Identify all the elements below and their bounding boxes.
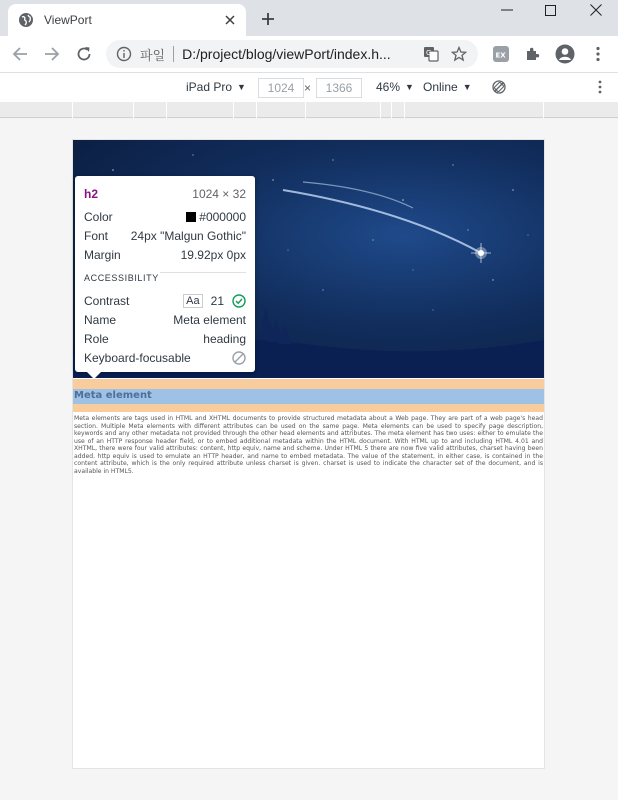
zoom-select[interactable] <box>376 80 414 94</box>
device-name: iPad Pro <box>186 80 233 94</box>
tooltip-contrast-label: Contrast <box>84 293 130 308</box>
url-text[interactable]: D:/project/blog/viewPort/index.h... <box>182 46 391 62</box>
page-paragraph: Meta elements are tags used in HTML and XHTML documents to provide structured metadata about a Web page. They are part of a web page's head section. Multiple Meta elements with different attributes can be used on the same page. Meta elements can be used to specify page description, keywords and any other metadata not provided through the other head elements and attributes. The meta element has two uses: either to emulate the use of an HTTP response header field, or to embed additional metadata within the HTML document. With HTML up to and including HTML 4.01 and XHTML, there were four valid attributes: content, http equiv, name and scheme. Under HTML 5 there are now five valid attributes, charset having been added. http equiv is used to emulate an HTTP header, and name to embed metadata. The value of the statement, in either case, is contained in the content attribute, which is the only required attribute unless charset is given. charset is used to indicate the character set of the document, and is available in HTML5. <box>74 415 543 475</box>
profile-avatar-icon[interactable] <box>555 44 575 64</box>
tooltip-keyboard-label: Keyboard-focusable <box>84 350 191 365</box>
inspector-tooltip <box>75 176 255 372</box>
address-bar[interactable] <box>106 40 478 68</box>
tooltip-name-label: Name <box>84 312 117 327</box>
zoom-value: 46% <box>376 80 401 94</box>
tooltip-name-value: Meta element <box>173 312 246 327</box>
tooltip-color-label: Color <box>84 209 113 224</box>
caret-down-icon: ▼ <box>237 82 246 92</box>
tooltip-font-label: Font <box>84 228 109 243</box>
tooltip-margin-value: 19.92px 0px <box>180 247 246 262</box>
tooltip-font-value: 24px "Malgun Gothic" <box>130 228 246 243</box>
check-circle-icon <box>232 294 246 308</box>
page-heading-h2[interactable] <box>73 389 544 404</box>
contrast-aa-sample: Aa <box>183 294 202 308</box>
width-input[interactable]: 1024 <box>258 78 304 98</box>
scheme-label: 파일 <box>140 48 166 64</box>
media-query-segment[interactable] <box>72 102 134 118</box>
close-tab-icon[interactable] <box>222 12 238 28</box>
caret-down-icon: ▼ <box>462 82 472 92</box>
globe-icon <box>18 12 34 28</box>
menu-kebab-icon[interactable] <box>588 44 608 64</box>
tab-title: ViewPort <box>44 13 92 27</box>
media-query-segment[interactable] <box>380 102 392 118</box>
media-query-segment[interactable] <box>166 102 234 118</box>
throttle-select[interactable] <box>423 80 472 94</box>
minimize-icon[interactable] <box>485 0 529 20</box>
new-tab-icon[interactable] <box>257 8 279 30</box>
browser-toolbar <box>0 36 618 72</box>
info-icon[interactable] <box>116 46 132 62</box>
not-focusable-icon <box>232 351 246 365</box>
forward-icon[interactable] <box>40 42 64 66</box>
device-select[interactable] <box>186 80 246 94</box>
tooltip-color-value: #000000 <box>199 209 246 224</box>
puzzle-icon[interactable] <box>523 44 543 64</box>
tooltip-divider <box>160 272 246 273</box>
rotate-icon[interactable] <box>491 79 507 95</box>
svg-text:EX: EX <box>495 51 506 60</box>
browser-tab[interactable] <box>8 4 246 36</box>
tooltip-accessibility-heading: ACCESSIBILITY <box>84 273 159 283</box>
device-toolbar <box>0 72 618 102</box>
page-heading-text: Meta element <box>74 390 152 401</box>
tooltip-role-label: Role <box>84 331 109 346</box>
dimension-separator: × <box>304 81 312 95</box>
margin-overlay-bottom <box>73 404 544 412</box>
tooltip-size: 1024 × 32 <box>192 186 246 201</box>
tooltip-arrow <box>87 372 101 379</box>
caret-down-icon: ▼ <box>405 82 414 92</box>
scheme-separator <box>173 46 174 62</box>
color-swatch <box>186 212 196 222</box>
media-query-bar[interactable] <box>0 102 618 118</box>
tooltip-margin-label: Margin <box>84 247 121 262</box>
svg-text:G: G <box>426 49 432 57</box>
height-input[interactable]: 1366 <box>316 78 362 98</box>
tooltip-contrast-value: 21 <box>210 293 224 308</box>
reload-icon[interactable] <box>72 42 96 66</box>
close-window-icon[interactable] <box>574 0 618 20</box>
tab-strip <box>0 0 618 36</box>
margin-overlay-top <box>73 379 544 389</box>
tooltip-tag-name: h2 <box>84 186 99 201</box>
media-query-segment[interactable] <box>256 102 306 118</box>
tooltip-role-value: heading <box>203 331 246 346</box>
back-icon[interactable] <box>8 42 32 66</box>
media-query-segment[interactable] <box>404 102 544 118</box>
extension-icon[interactable] <box>491 44 511 64</box>
throttle-value: Online <box>423 80 458 94</box>
maximize-icon[interactable] <box>528 0 572 20</box>
device-menu-icon[interactable] <box>598 80 602 94</box>
translate-icon[interactable] <box>422 45 440 63</box>
bookmark-star-icon[interactable] <box>450 45 468 63</box>
